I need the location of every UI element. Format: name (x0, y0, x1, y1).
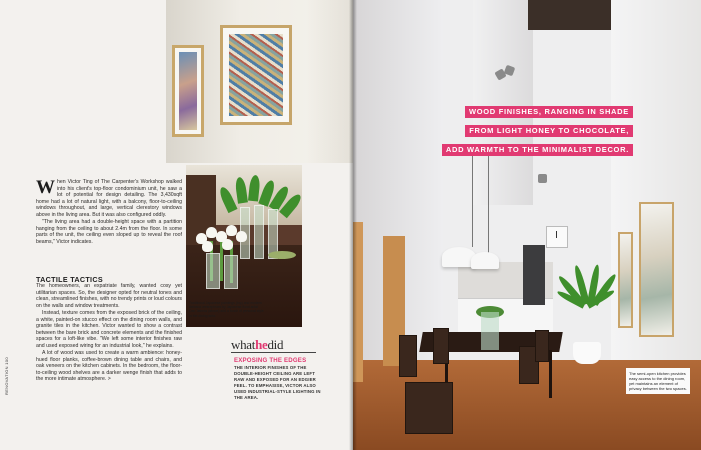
section-heading: TACTILE TACTICS (36, 275, 103, 284)
section-paragraph-3: A lot of wood was used to create a warm ambience: honey-hued floor planks, coffee-brown dining table and chairs, and oak veneers on the kitchen cabinets. In the bedroom, the floor-to-ceiling wood shelves are a darker wenge finish that adds to the more intimate atmosphere. > (36, 350, 182, 382)
pull-quote-line-2: FROM LIGHT HONEY TO CHOCOLATE, (465, 125, 633, 137)
dining-chair (535, 330, 549, 362)
dining-chair-front (405, 382, 453, 434)
divider (231, 352, 316, 353)
section-paragraph-2: Instead, texture comes from the exposed brick of the ceiling, a white, painted-on stucco effect on the dining room walls, and granite tiles in the kitchen. Victor wanted to show a contrast between the bare brick and concrete elements and the finished spaces for a loft-like vibe. "We left some interior finishes raw and used exposed wiring for an industrial look," he explains. (36, 310, 182, 349)
agave-plant (561, 260, 609, 340)
intro-paragraph-1: When Victor Ting of The Carpenter's Workshop walked into his client's top-floor condominium unit, he saw a lot of potential for design detailing. The 3,430sqft home had a lot of natural light, with a balcony, floor-to-ceiling windows throughout, and large, vertical clerestory windows above in the living area. But it was also configured oddly. (36, 177, 182, 218)
drop-cap: W (36, 177, 55, 198)
page-gutter (349, 0, 357, 450)
refrigerator (523, 245, 545, 305)
spotlight-icon (538, 174, 547, 183)
intro-body-text (36, 179, 182, 246)
dining-chair (433, 328, 449, 364)
sidebar-heading: EXPOSING THE EDGES (234, 357, 307, 364)
pull-quote-line-1: WOOD FINISHES, RANGING IN SHADE (465, 106, 633, 118)
table-centrepiece-photo (186, 165, 302, 327)
framed-painting-large (220, 25, 292, 125)
exposed-brick-ceiling (528, 0, 613, 30)
intro-paragraph-2: "The living area had a double-height space with a partition hanging from the ceiling to about 2.4m from the floor. In some parts of the unit, the ceiling even sloped up to reveal the roof beams," Victor indicates. (36, 219, 182, 245)
ceramic-bowl (268, 251, 296, 259)
pull-quote (393, 101, 633, 158)
page-folio: RENOVATION 100 (4, 357, 9, 395)
framed-painting-tall (639, 202, 674, 337)
photo-caption: The semi-open kitchen provides easy access to the dining room, yet maintains an element of privacy between the two spaces. (626, 368, 690, 394)
sidebar-body: THE INTERIOR FINISHES OF THE DOUBLE-HEIGHT CEILING ARE LEFT RAW AND EXPOSED FOR AN EDGIER FEEL. TO EMPHASISE, VICTOR ALSO USED INDUSTRIAL-STYLE LIGHTING IN THE AREA. (234, 365, 321, 400)
section-body-text (36, 283, 182, 384)
photo-caption: Traditional Japanese paintings (top) and modern Ikebana centrepieces by Japanese floral artist Dan Takeda (above) add a touch of personal style to the dining area. (189, 301, 264, 318)
framed-painting-small (172, 45, 204, 137)
pendant-lamp (471, 252, 499, 269)
gallery-wall-photo (166, 0, 353, 163)
dining-chair (399, 335, 417, 377)
glass-vase (481, 312, 499, 350)
wall-shadow (306, 0, 353, 163)
framed-painting-narrow (618, 232, 633, 328)
wall-clock (546, 226, 568, 248)
pull-quote-line-3: ADD WARMTH TO THE MINIMALIST DECOR. (442, 144, 633, 156)
right-page-photo (353, 0, 701, 450)
section-paragraph-1: The homeowners, an expatriate family, wanted cosy yet utilitarian spaces. So, the designer opted for neutral tones and clean, streamlined finishes, with no trendy prints or loud colours on the walls and window treatments. (36, 283, 182, 309)
white-planter (573, 342, 601, 364)
what-he-did-logo: whathedid (231, 337, 284, 352)
